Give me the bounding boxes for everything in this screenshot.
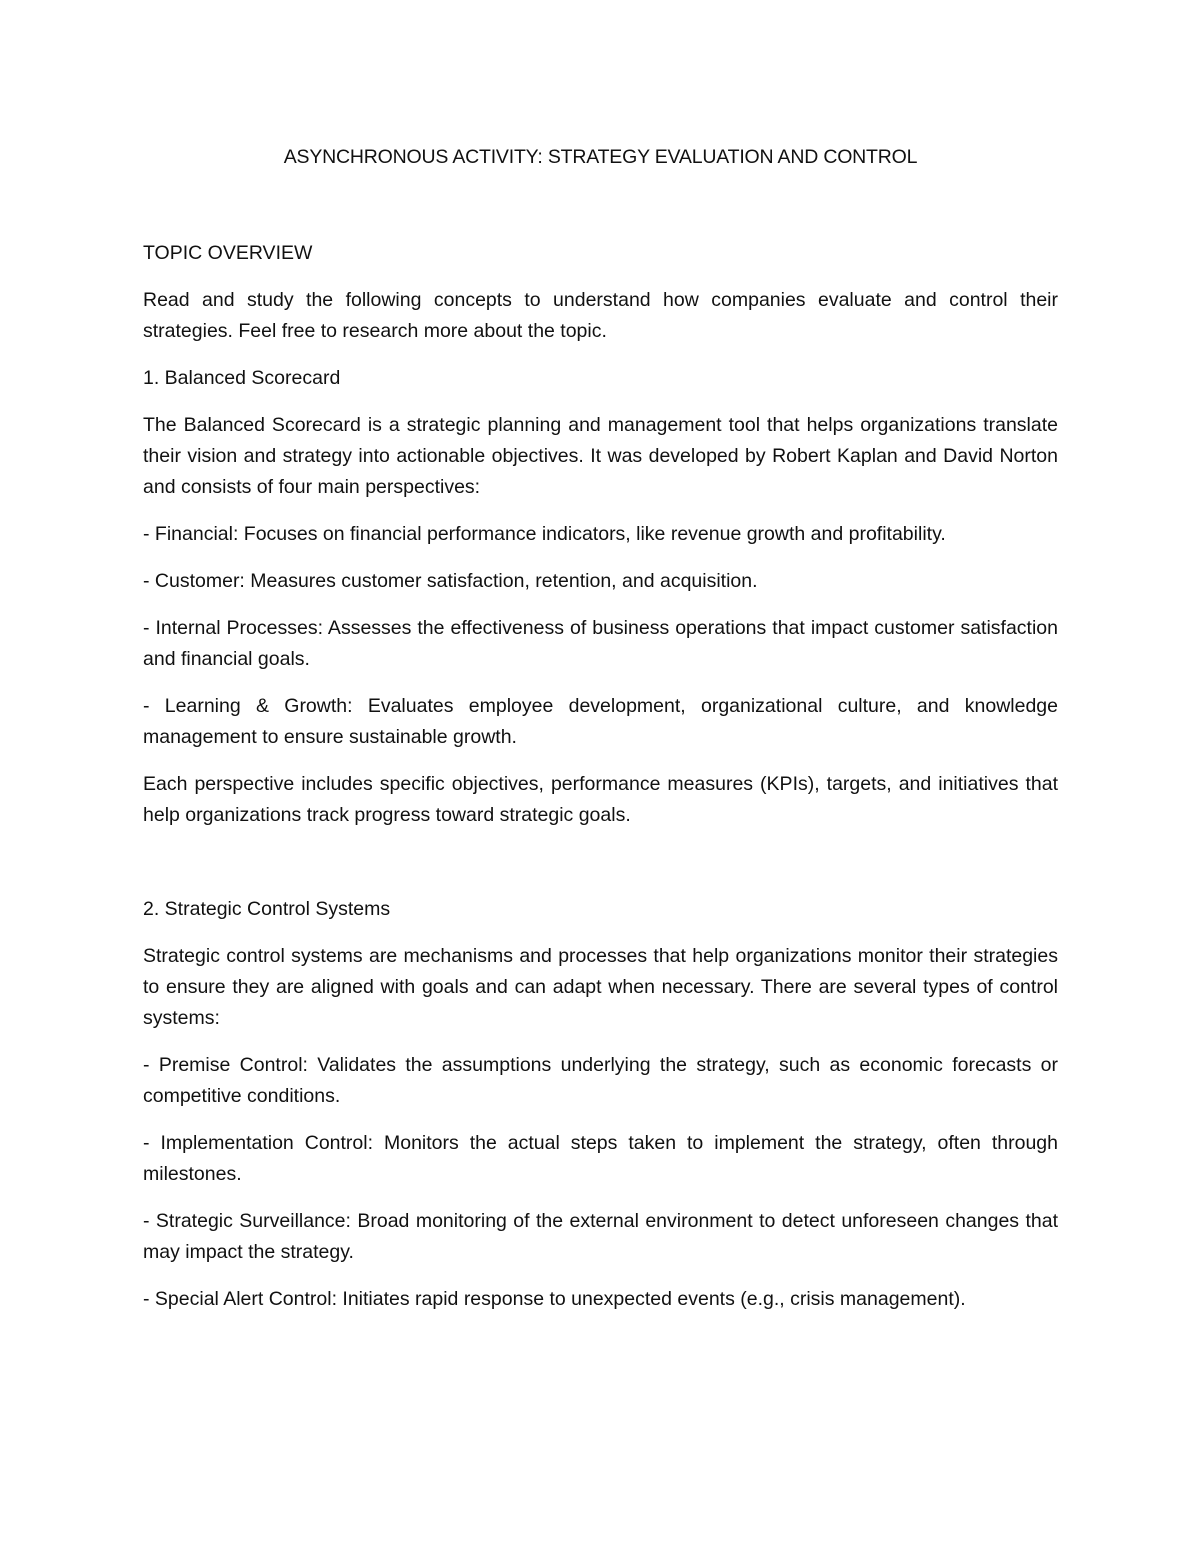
section1-heading: 1. Balanced Scorecard xyxy=(143,367,341,389)
list-item: - Special Alert Control: Initiates rapid response to unexpected events (e.g., crisis management). xyxy=(143,1288,966,1310)
document-content xyxy=(143,142,1058,1331)
section2-heading: 2. Strategic Control Systems xyxy=(143,898,391,920)
section2-body: Strategic control systems are mechanisms and processes that help organizations monitor their strategies to ensure they are aligned with goals and can adapt when necessary. There are several types of control systems: xyxy=(143,945,1058,1029)
topic-overview-heading: TOPIC OVERVIEW xyxy=(143,242,313,264)
intro-paragraph: Read and study the following concepts to understand how companies evaluate and control their strategies. Feel free to research more about the topic. xyxy=(143,289,1058,342)
list-item: - Customer: Measures customer satisfaction, retention, and acquisition. xyxy=(143,570,758,592)
list-item: - Premise Control: Validates the assumptions underlying the strategy, such as economic forecasts or competitive conditions. xyxy=(143,1054,1058,1107)
topic-overview-section xyxy=(143,238,1058,347)
list-item: - Strategic Surveillance: Broad monitoring of the external environment to detect unforeseen changes that may impact the strategy. xyxy=(143,1210,1058,1263)
balanced-scorecard-section xyxy=(143,363,1058,831)
section1-closing: Each perspective includes specific objectives, performance measures (KPIs), targets, and initiatives that help organizations track progress toward strategic goals. xyxy=(143,773,1058,826)
document-title: ASYNCHRONOUS ACTIVITY: STRATEGY EVALUATION AND CONTROL xyxy=(283,146,918,168)
list-item: - Learning & Growth: Evaluates employee development, organizational culture, and knowledge management to ensure sustainable growth. xyxy=(143,695,1058,748)
list-item: - Implementation Control: Monitors the actual steps taken to implement the strategy, often through milestones. xyxy=(143,1132,1058,1185)
strategic-control-section xyxy=(143,894,1058,1315)
list-item: - Financial: Focuses on financial performance indicators, like revenue growth and profitability. xyxy=(143,523,946,545)
list-item: - Internal Processes: Assesses the effectiveness of business operations that impact customer satisfaction and financial goals. xyxy=(143,617,1058,670)
section1-body: The Balanced Scorecard is a strategic planning and management tool that helps organizations translate their vision and strategy into actionable objectives. It was developed by Robert Kaplan and David Norton and consists of four main perspectives: xyxy=(143,414,1058,498)
